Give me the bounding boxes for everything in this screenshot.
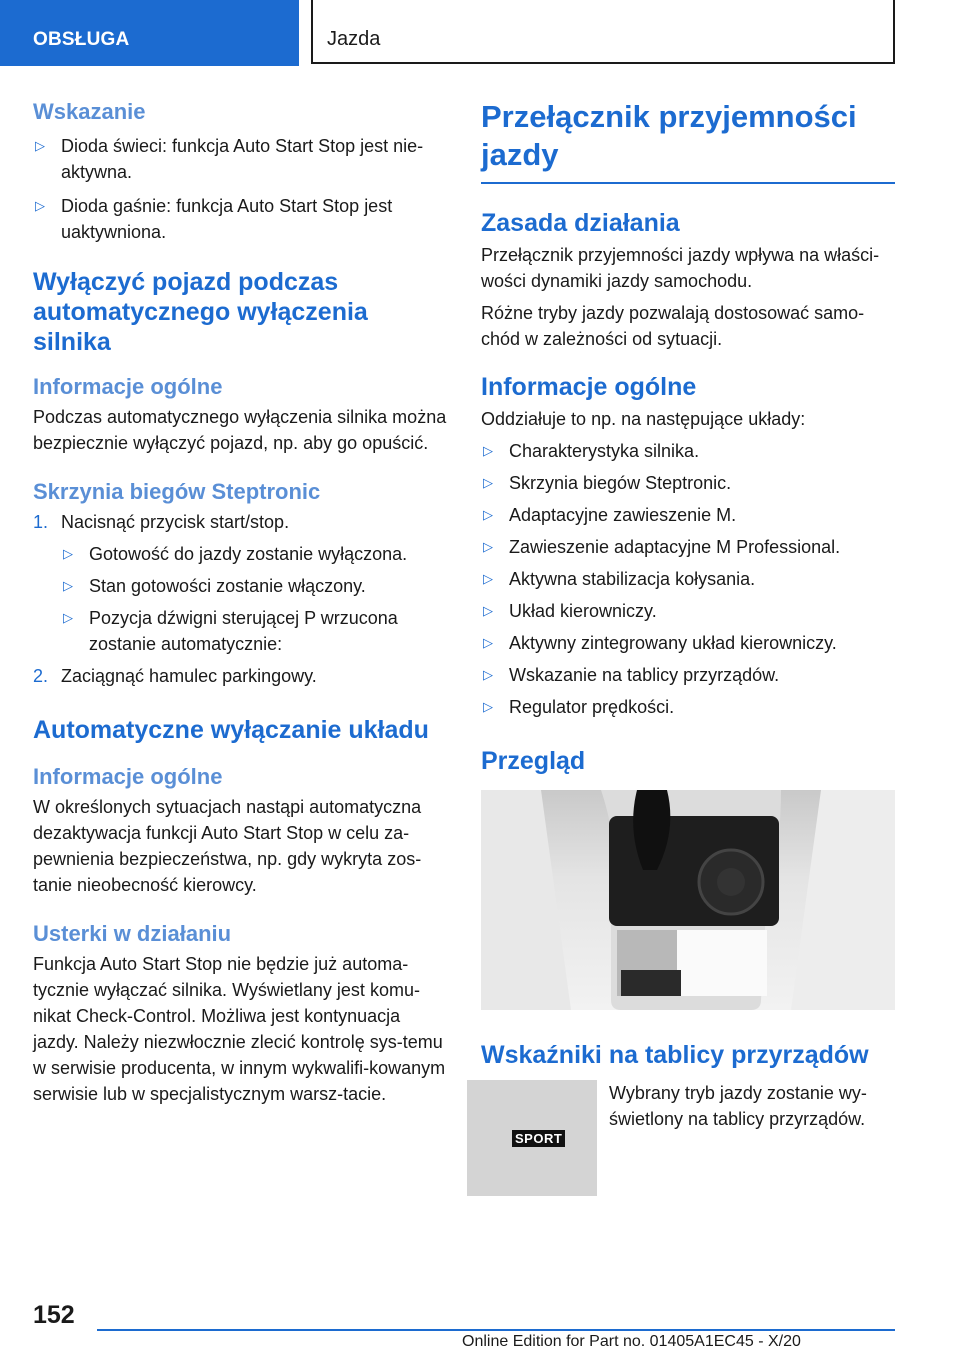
heading-przeglad: Przegląd (481, 747, 586, 775)
list-item: ▷ Wskazanie na tablicy przyrządów. (481, 662, 895, 688)
list-item: ▷ Charakterystyka silnika. (481, 438, 895, 464)
bullet-triangle-icon: ▷ (483, 571, 493, 586)
bullet-triangle-icon: ▷ (483, 699, 493, 714)
paragraph: W określonych sytuacjach nastąpi automatyczna dezaktywacja funkcji Auto Start Stop w celu za-pewnienia bezpieczeństwa, np. gdy wykryta zos-tanie nieobecność kierowcy. (33, 797, 422, 895)
list-item: ▷ Pozycja dźwigni sterującej P wrzucona zostanie automatycznie: (61, 605, 448, 657)
heading-usterki: Usterki w działaniu (33, 921, 232, 946)
paragraph: Przełącznik przyjemności jazdy wpływa na właści-wości dynamiki jazdy samochodu. (481, 245, 880, 291)
list-item: ▷ Gotowość do jazdy zostanie wyłączona. (61, 541, 448, 567)
heading-wskazanie: Wskazanie (33, 99, 146, 124)
edition-note: Online Edition for Part no. 01405A1EC45 - X/20 (462, 1333, 801, 1350)
section-label: OBSŁUGA (33, 29, 130, 50)
chapter-label: Jazda (327, 28, 381, 50)
wskazanie-list (33, 133, 448, 245)
list-item: ▷ Aktywny zintegrowany układ kierowniczy. (481, 630, 895, 656)
list-item: ▷ Dioda gaśnie: funkcja Auto Start Stop jest uaktywniona. (33, 193, 448, 245)
list-item: ▷ Adaptacyjne zawieszenie M. (481, 502, 895, 528)
title-block (481, 98, 895, 184)
right-column (481, 98, 895, 1196)
step-item: 2. Zaciągnąć hamulec parkingowy. (33, 663, 448, 689)
console-illustration (481, 790, 895, 1010)
bullet-triangle-icon: ▷ (483, 635, 493, 650)
list-item: ▷ Zawieszenie adaptacyjne M Professional. (481, 534, 895, 560)
step-sublist (61, 541, 448, 657)
bullet-triangle-icon: ▷ (35, 138, 45, 153)
paragraph: Wybrany tryb jazdy zostanie wy-świetlony na tablicy przyrządów. (609, 1083, 867, 1129)
indicator-block (467, 1080, 895, 1196)
bullet-triangle-icon: ▷ (63, 610, 73, 625)
page-number: 152 (33, 1301, 75, 1329)
heading-automatyczne: Automatyczne wyłączanie układu (33, 716, 429, 744)
heading-zasada: Zasada działania (481, 209, 680, 237)
list-item: ▷ Regulator prędkości. (481, 694, 895, 720)
step-number: 1. (33, 512, 49, 532)
bullet-triangle-icon: ▷ (483, 475, 493, 490)
heading-informacje-ogolne: Informacje ogólne (33, 374, 223, 399)
page-title: Przełącznik przyjemności jazdy (481, 99, 857, 172)
paragraph: Różne tryby jazdy pozwalają dostosować samo-chód w zależności od sytuacji. (481, 303, 865, 349)
left-column (33, 98, 448, 1107)
paragraph: Oddziałuje to np. na następujące układy: (481, 409, 806, 429)
step-item: 1. Nacisnąć przycisk start/stop. ▷ Gotowość do jazdy zostanie wyłączona. ▷ Stan gotowości zostanie włączony. ▷ Pozycja dźwigni sterującej P wrzucona zostanie automatycznie: (33, 509, 448, 657)
list-item: ▷ Skrzynia biegów Steptronic. (481, 470, 895, 496)
list-item: ▷ Stan gotowości zostanie włączony. (61, 573, 448, 599)
bullet-triangle-icon: ▷ (35, 198, 45, 213)
footer-rule (97, 1329, 895, 1331)
bullet-triangle-icon: ▷ (483, 443, 493, 458)
heading-wskazniki: Wskaźniki na tablicy przyrządów (481, 1041, 869, 1069)
list-item: ▷ Aktywna stabilizacja kołysania. (481, 566, 895, 592)
instrument-cluster-image (467, 1080, 597, 1196)
center-console-photo (481, 790, 895, 1010)
steps-list (33, 509, 448, 689)
chapter-header (311, 0, 895, 64)
paragraph: Funkcja Auto Start Stop nie będzie już automa-tycznie wyłączać silnika. Wyświetlany jest komu-nikat Check-Control. Możliwa jest kontynuacja jazdy. Należy niezwłocznie zlecić kontrolę sys-temu w serwisie producenta, w innym wykwalifi-kowanym serwisie lub w specjalistycznym warsz-tacie. (33, 954, 446, 1104)
sport-mode-label: SPORT (512, 1130, 565, 1147)
systems-list (481, 438, 895, 720)
bullet-triangle-icon: ▷ (63, 578, 73, 593)
bullet-triangle-icon: ▷ (483, 507, 493, 522)
section-tab (0, 0, 299, 66)
step-number: 2. (33, 666, 49, 686)
heading-informacje-ogolne-2: Informacje ogólne (33, 764, 223, 789)
bullet-triangle-icon: ▷ (483, 667, 493, 682)
paragraph: Podczas automatycznego wyłączenia silnika można bezpiecznie wyłączyć pojazd, np. aby go opuścić. (33, 407, 447, 453)
heading-skrzynia: Skrzynia biegów Steptronic (33, 479, 321, 504)
heading-informacje: Informacje ogólne (481, 373, 697, 401)
bullet-triangle-icon: ▷ (483, 539, 493, 554)
list-item: ▷ Układ kierowniczy. (481, 598, 895, 624)
bullet-triangle-icon: ▷ (483, 603, 493, 618)
bullet-triangle-icon: ▷ (63, 546, 73, 561)
heading-wylaczyc: Wyłączyć pojazd podczas automatycznego wyłączenia silnika (33, 268, 368, 356)
list-item: ▷ Dioda świeci: funkcja Auto Start Stop jest nie-aktywna. (33, 133, 448, 185)
